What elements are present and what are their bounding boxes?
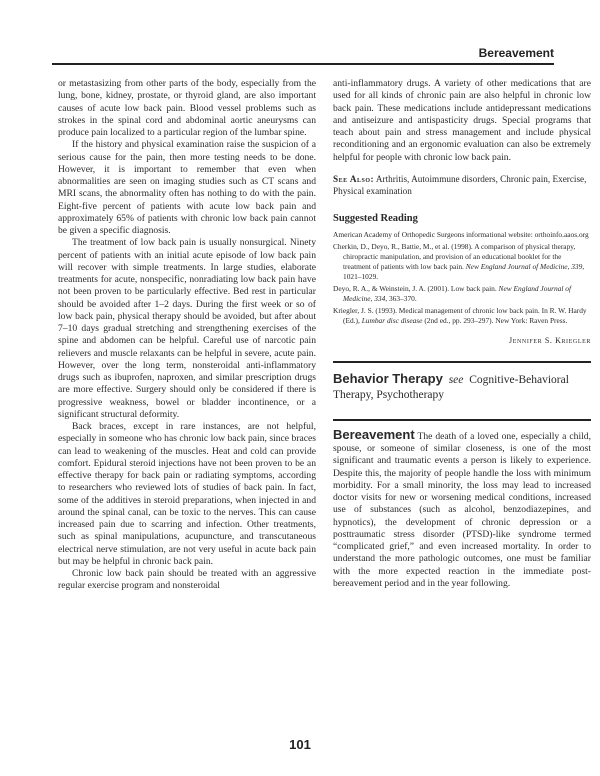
paragraph: Back braces, except in rare instances, are not helpful, especially in someone who has chronic low back pain, since braces can lead to weakening of the muscles. Heat and cold can provide comfort. Epidural steroid injections have not been proven to be an effective therapy for back pain or radiating symptoms, according to researchers who reviewed lots of studies of back pain. In fact, some of the additives in steroid preparations, when injected in and around the spinal canal, can be toxic to the nerves. This can cause increased pain due to scarring and infection. Other treatments, such as spinal manipulations, acupuncture, and transcutaneous electrical nerve stimulation, are not very useful in acute back pain but may be helpful in chronic back pain. xyxy=(58,421,316,567)
paragraph: or metastasizing from other parts of the body, especially from the lung, bone, kidney, prostate, or thyroid gland, are also important causes of acute low back pain. Blood vessel problems such as strokes in the spinal cord and abdominal aortic aneurysms can produce pain localized to a particular region of the lumbar spine. xyxy=(58,78,316,138)
entry-title: Behavior Therapy xyxy=(333,370,443,386)
article-author: Jennifer S. Kriegler xyxy=(508,335,591,345)
paragraph: The treatment of low back pain is usually nonsurgical. Ninety percent of patients with an initial acute episode of low back pain will recover with simple treatments. In large studies, elaborate treatments for acute, nonspecific, nonradiating low back pain have not been proven to be particularly effective. Bed rest in particular should be avoided after 1–2 days. During the first week or so of low back pain, physical therapy should be avoided, but after about 7–10 days gradual stretching and strengthening exercises of the spine and abdomen can be helpful. Careful use of narcotic pain relievers and muscle relaxants can be helpful in severe, acute pain. However, over the long term, nonsteroidal anti-inflammatory drugs such as ibuprofen, naproxen, and similar prescription drugs are more effective. Surgery should only be considered if there is progressive weakness, bowel or bladder incontinence, or a significant structural deformity. xyxy=(58,237,316,420)
reference-text: Deyo, R. A., & Weinstein, J. A. (2001). Low back pain. xyxy=(333,283,499,293)
see-also xyxy=(333,173,591,197)
left-column xyxy=(58,78,316,593)
reference-pages: (2nd ed., pp. 293–297). New York: Raven Press. xyxy=(422,315,568,325)
paragraph: If the history and physical examination raise the suspicion of a serious cause for the pain, then more testing needs to be done. However, it is important to remember that even when abnormalities are seen on imaging studies such as CT scans and MRI scans, the abnormality often has nothing to do with the pain. Eight-five percent of patients with acute low back pain and approximately 65% of patients with chronic low back pain cannot be given a specific diagnosis. xyxy=(58,139,316,236)
paragraph: anti-inflammatory drugs. A variety of other medications that are used for all kinds of chronic pain are also helpful in chronic low back pain. These medications include antidepressant medications and antiseizure and antispasticity drugs. Special programs that teach about pain and stress management and include physical reconditioning and an ergonomic evaluation can also be extremely helpful for people with chronic low back pain. xyxy=(333,78,591,163)
entry-divider xyxy=(333,361,591,363)
page-number: 101 xyxy=(289,737,311,752)
reference-item xyxy=(333,284,591,304)
reference-book-title: Lumbar disc disease xyxy=(361,315,423,325)
behavior-therapy-entry xyxy=(333,371,591,403)
reference-text: Cherkin, D., Deyo, R., Battie, M., et al. (1998). A comparison of physical therapy, chiropractic manipulation, and provision of an educational booklet for the treatment of patients with low back pain. xyxy=(333,241,576,271)
reference-item xyxy=(333,230,591,240)
entry-text: The death of a loved one, especially a child, spouse, or someone of similar closeness, is one of the most significant and traumatic events a person is likely to experience. Despite this, the majority of people handle the loss with minimum morbidity. For a small minority, the loss may lead to increased doctor visits for new or worsening medical conditions, increased use of substances (such as alcohol, benzodiazepines, and hypnotics), the development of chronic depression or a posttraumatic stress disorder (PTSD)-like syndrome termed “complicated grief,” and even increased mortality. In order to understand the more pathologic outcomes, one must be familiar with the more expected reaction in the immediate post-bereavement period and in the year following. xyxy=(333,430,591,589)
reference-pages: 1021–1029. xyxy=(343,271,379,281)
see-also-label: See Also: xyxy=(333,173,375,184)
entry-divider xyxy=(333,419,591,421)
cross-reference: Cognitive-Behavioral Therapy, Psychotherapy xyxy=(333,373,569,401)
reference-item xyxy=(333,242,591,282)
reference-text: Kriegler, J. S. (1993). Medical management of chronic low back pain. In R. W. Hardy (Ed.), xyxy=(333,305,587,325)
reference-journal: New England Journal of Medicine, 334, xyxy=(343,283,572,303)
header-rule xyxy=(52,63,554,65)
right-column xyxy=(333,78,591,590)
entry-title: Bereavement xyxy=(333,426,415,442)
running-head: Bereavement xyxy=(478,46,554,60)
see-also-links: Arthritis, Autoimmune disorders, Chronic pain, Exercise, Physical examination xyxy=(333,173,587,196)
reference-pages: 363–370. xyxy=(387,293,417,303)
reference-item xyxy=(333,306,591,326)
reference-journal: New England Journal of Medicine, 339, xyxy=(465,261,585,271)
reference-text: American Academy of Orthopedic Surgeons informational website: orthoinfo.aaos.org xyxy=(333,229,589,239)
suggested-reading-title: Suggested Reading xyxy=(333,212,418,224)
bereavement-entry xyxy=(333,426,591,590)
see-reference-label: see xyxy=(448,373,464,386)
paragraph: Chronic low back pain should be treated with an aggressive regular exercise program and nonsteroidal xyxy=(58,568,316,592)
